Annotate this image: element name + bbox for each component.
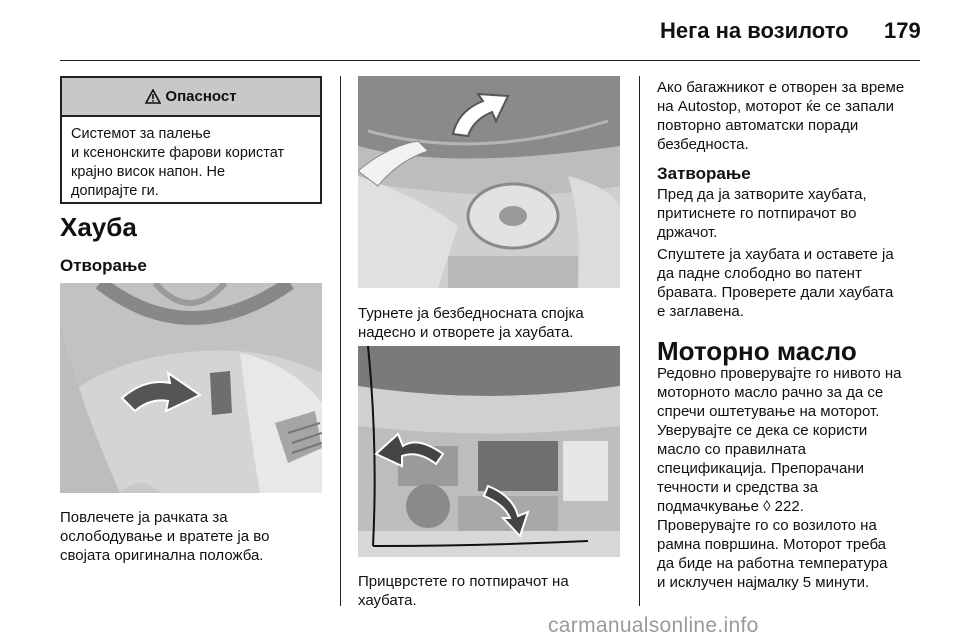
page-number: 179 [884, 18, 921, 43]
closing-paragraph-1: Пред да ја затворите хаубата, притиснете го потпирачот во држачот. [657, 186, 867, 241]
closing-heading: Затворање [657, 164, 751, 183]
column-divider-2 [639, 76, 640, 606]
running-header-title: Нега на возилото [660, 18, 849, 43]
caption-release-lever: Повлечете ја рачката за ослободување и вратете ја во својата оригинална положба. [60, 509, 270, 564]
engine-oil-paragraph-1: Редовно проверувајте го нивото на моторното масло рачно за да се спречи оштетување на моторот. Уверувајте се дека се користи масло со правилната спецификација. Препорачани течности и средства за подмачкување ◊ 222. [657, 365, 902, 515]
section-title-hood: Хауба [60, 212, 137, 242]
caption-safety-catch: Турнете ја безбедносната спојка надесно и отворете ја хаубата. [358, 305, 584, 341]
warning-triangle-icon [145, 89, 161, 104]
engine-oil-title: Моторно масло [657, 336, 857, 366]
warning-text: Системот за палење и ксенонските фарови користат крајно висок напон. Не допирајте ги. [71, 126, 285, 199]
column-divider-1 [340, 76, 341, 606]
closing-paragraph-2: Спуштете ја хаубата и оставете ја да падне слободно во патент бравата. Проверете дали хаубата е заглавена. [657, 246, 894, 320]
autostop-note: Ако багажникот е отворен за време на Autostop, моторот ќе се запали повторно автоматски поради безбедноста. [657, 79, 905, 153]
warning-header [62, 78, 320, 117]
watermark-text: carmanualsonline.info [548, 614, 759, 637]
header-rule [60, 60, 920, 61]
hood-release-lever-illustration [60, 283, 322, 493]
engine-oil-paragraph-2: Проверувајте го со возилото на рамна површина. Моторот треба да биде на работна температура и исклучен најмалку 5 минути. [657, 517, 888, 591]
caption-stay-rod: Прицврстете го потпирачот на хаубата. [358, 573, 569, 609]
danger-warning-box [60, 76, 322, 204]
hood-safety-catch-illustration [358, 76, 620, 288]
hood-stay-rod-illustration [358, 346, 620, 557]
warning-title: Опасност [165, 88, 237, 105]
opening-heading: Отворање [60, 256, 147, 275]
